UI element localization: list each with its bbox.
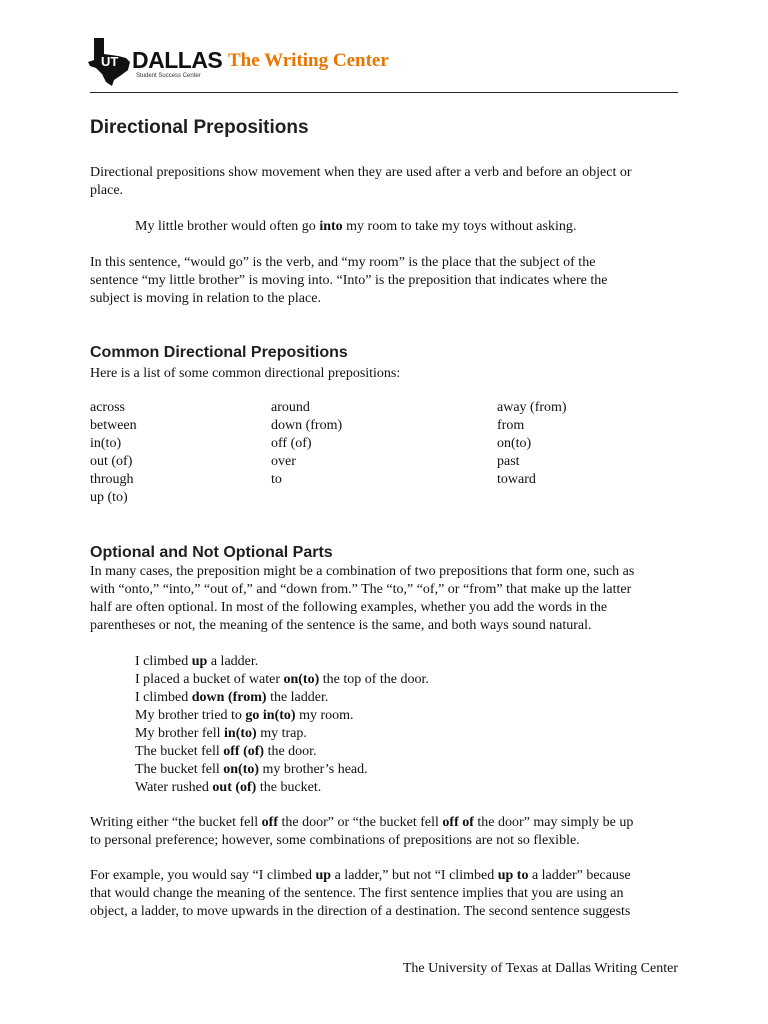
list-item: past: [497, 454, 520, 469]
paragraph-line: with “onto,” “into,” “out of,” and “down from.” The “to,” “of,” or “from” that make up the latter: [90, 582, 632, 597]
example-sentence: [135, 779, 695, 797]
example-text: I placed a bucket of water: [135, 672, 284, 687]
example-bold: in(to): [224, 726, 257, 741]
example-text: my trap.: [256, 726, 307, 741]
text-run: Writing either “the bucket fell: [90, 815, 262, 830]
example-bold: go in(to): [245, 708, 296, 723]
text-run: a ladder,” but not “I climbed: [331, 868, 498, 883]
list-item: between: [90, 418, 137, 433]
list-item: away (from): [497, 400, 567, 415]
list-item: through: [90, 472, 134, 487]
list-item: out (of): [90, 454, 133, 469]
header-divider: [90, 92, 678, 93]
list-item: in(to): [90, 436, 122, 451]
example-text: I climbed: [135, 690, 192, 705]
intro-line: place.: [90, 183, 124, 198]
paragraph-line: that would change the meaning of the sentence. The first sentence implies that you are using an: [90, 886, 624, 901]
svg-text:UT: UT: [101, 54, 119, 69]
example-text: My brother fell: [135, 726, 225, 741]
paragraph-line: object, a ladder, to move upwards in the direction of a destination. The second sentence suggests: [90, 904, 631, 919]
example-sentence: [135, 218, 695, 236]
example-text: my brother’s head.: [259, 762, 368, 777]
texas-outline-icon: [86, 36, 134, 86]
example-text: My little brother would often go: [135, 219, 320, 234]
example-text: Water rushed: [135, 780, 213, 795]
example-bold: on(to): [283, 672, 320, 687]
example-text: the bucket.: [256, 780, 322, 795]
text-bold: up to: [497, 868, 529, 883]
example-bold: on(to): [223, 762, 260, 777]
example-text: my room to take my toys without asking.: [342, 219, 577, 234]
example-sentence: [135, 725, 695, 743]
example-sentence: [135, 761, 695, 779]
list-item: around: [271, 400, 310, 415]
example-text: the ladder.: [266, 690, 329, 705]
explanation-line: sentence “my little brother” is moving into. “Into” is the preposition that indicates where the: [90, 273, 608, 288]
example-text: The bucket fell: [135, 744, 224, 759]
ut-dallas-logo: [86, 36, 226, 88]
preposition-column: [90, 399, 137, 507]
section-heading-optional: Optional and Not Optional Parts: [90, 544, 333, 561]
section-heading-common: Common Directional Prepositions: [90, 344, 348, 361]
example-sentence: [135, 653, 695, 671]
page-footer: The University of Texas at Dallas Writing Center: [402, 961, 678, 976]
list-item: to: [271, 472, 282, 487]
example-sentence: [135, 743, 695, 761]
preposition-column: [497, 399, 567, 489]
paragraph-line: to personal preference; however, some combinations of prepositions are not so flexible.: [90, 833, 580, 848]
example-sentence: [135, 707, 695, 725]
paragraph-line: In many cases, the preposition might be a combination of two prepositions that form one, such as: [90, 564, 635, 579]
example-bold: down (from): [191, 690, 267, 705]
text-run: a ladder” because: [528, 868, 631, 883]
paragraph-line: half are often optional. In most of the following examples, whether you add the words in the: [90, 600, 608, 615]
list-item: up (to): [90, 490, 128, 505]
list-item: on(to): [497, 436, 532, 451]
logo-subtitle: Student Success Center: [136, 73, 201, 79]
example-bold: off (of): [223, 744, 265, 759]
example-text: My brother tried to: [135, 708, 246, 723]
section-intro: Here is a list of some common directional prepositions:: [90, 366, 401, 381]
list-item: across: [90, 400, 125, 415]
preposition-column: [271, 399, 342, 489]
text-bold: up: [315, 868, 332, 883]
paragraph-line: [90, 867, 690, 885]
example-bold: out (of): [212, 780, 257, 795]
example-sentence: [135, 671, 695, 689]
paragraph-line: parentheses or not, the meaning of the sentence is the same, and both ways sound natural.: [90, 618, 592, 633]
writing-center-title: The Writing Center: [228, 50, 389, 71]
example-text: I climbed: [135, 654, 192, 669]
text-bold: off of: [442, 815, 474, 830]
example-text: my room.: [295, 708, 354, 723]
text-run: the door” or “the bucket fell: [277, 815, 443, 830]
paragraph-line: [90, 814, 690, 832]
list-item: down (from): [271, 418, 343, 433]
example-text: The bucket fell: [135, 762, 224, 777]
list-item: off (of): [271, 436, 312, 451]
example-text: the door.: [264, 744, 317, 759]
example-text: the top of the door.: [319, 672, 429, 687]
example-bold: into: [319, 219, 343, 234]
text-bold: off: [261, 815, 278, 830]
page-title: Directional Prepositions: [90, 117, 309, 138]
list-item: over: [271, 454, 296, 469]
list-item: toward: [497, 472, 536, 487]
explanation-line: subject is moving in relation to the place.: [90, 291, 321, 306]
list-item: from: [497, 418, 525, 433]
example-sentence: [135, 689, 695, 707]
logo-wordmark: DALLAS: [132, 47, 223, 73]
text-run: For example, you would say “I climbed: [90, 868, 316, 883]
example-bold: up: [191, 654, 208, 669]
example-text: a ladder.: [207, 654, 259, 669]
text-run: the door” may simply be up: [473, 815, 634, 830]
explanation-line: In this sentence, “would go” is the verb, and “my room” is the place that the subject of the: [90, 255, 596, 270]
intro-line: Directional prepositions show movement when they are used after a verb and before an object or: [90, 165, 632, 180]
